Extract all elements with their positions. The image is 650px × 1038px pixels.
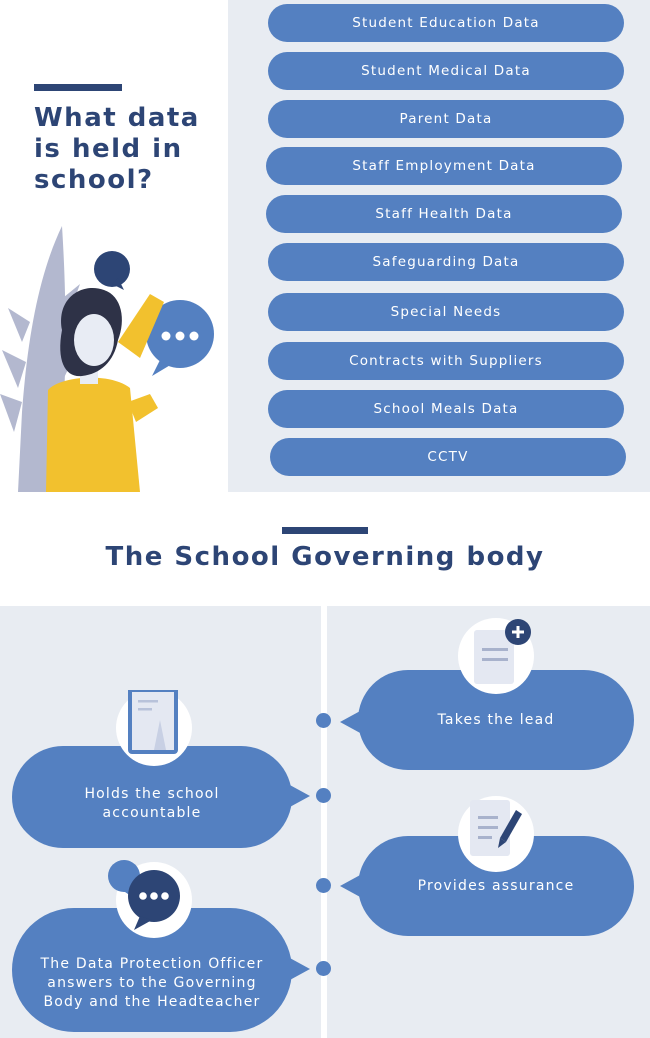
document-add-icon (458, 618, 534, 694)
document-edit-icon (458, 796, 534, 872)
mobile-phone-icon (116, 690, 192, 766)
data-type-staff-health: Staff Health Data (266, 195, 622, 233)
governing-body-panel (0, 606, 650, 1038)
data-type-school-meals: School Meals Data (268, 390, 624, 428)
data-type-staff-employment: Staff Employment Data (266, 147, 622, 185)
role-text: Holds the school accountable (84, 786, 220, 821)
small-speech-bubble-icon (94, 251, 130, 290)
data-type-contracts: Contracts with Suppliers (268, 342, 624, 380)
data-type-parent: Parent Data (268, 100, 624, 138)
icon-badge (116, 690, 192, 766)
woman-with-speech-bubbles-illustration (0, 212, 228, 492)
hero-title: What data is held in school? (34, 103, 200, 195)
hero-panel (0, 0, 228, 492)
icon-badge (116, 862, 192, 938)
timeline-dot (316, 961, 331, 976)
speech-bubbles-icon (102, 858, 192, 938)
icon-badge (458, 796, 534, 872)
timeline-dot (316, 713, 331, 728)
role-text: Provides assurance (417, 877, 575, 894)
icon-badge (458, 618, 534, 694)
timeline-dot (316, 878, 331, 893)
timeline-dot (316, 788, 331, 803)
data-types-panel (228, 0, 650, 492)
data-type-safeguarding: Safeguarding Data (268, 243, 624, 281)
role-text: Takes the lead (437, 711, 555, 728)
section-title: The School Governing body (105, 542, 545, 572)
section-accent-bar (282, 527, 368, 534)
data-type-student-medical: Student Medical Data (268, 52, 624, 90)
hero-accent-bar (34, 84, 122, 91)
role-text: The Data Protection Officer answers to the Governing Body and the Headteacher (40, 955, 264, 1010)
data-type-cctv: CCTV (270, 438, 626, 476)
data-type-special-needs: Special Needs (268, 293, 624, 331)
data-type-student-education: Student Education Data (268, 4, 624, 42)
